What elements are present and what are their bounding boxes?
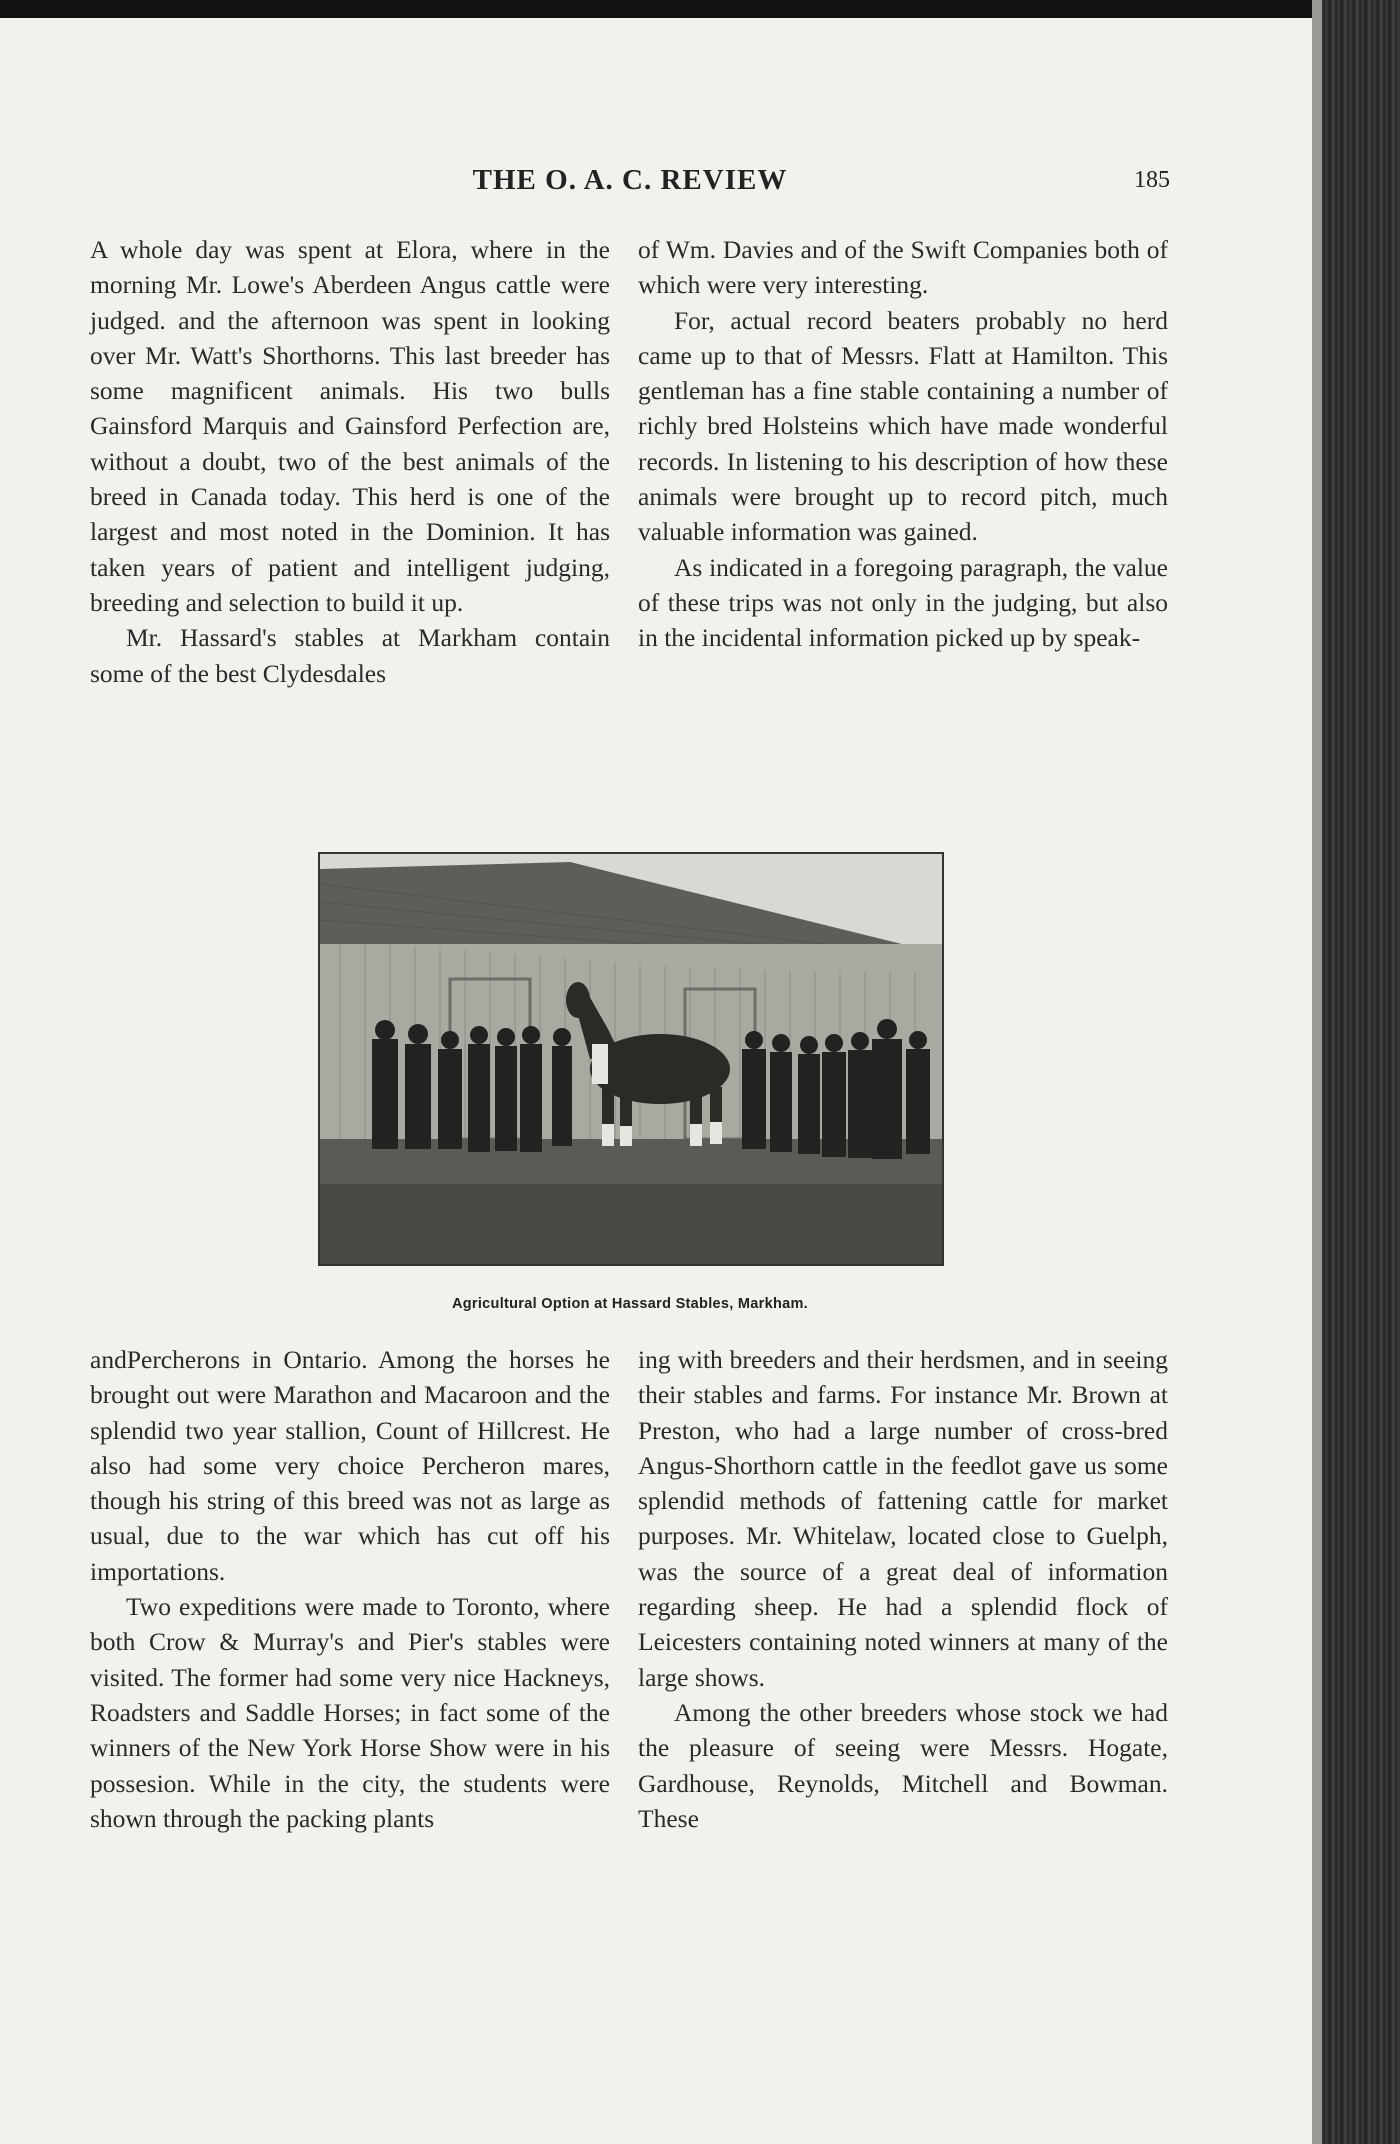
figure-caption: Agricultural Option at Hassard Stables, Markham. xyxy=(451,1296,809,1312)
column-top-right xyxy=(638,232,1168,656)
running-head: THE O. A. C. REVIEW xyxy=(472,164,788,196)
book-binding xyxy=(1312,0,1400,2144)
paragraph: Mr. Hassard's stables at Markham contain some of the best Clydesdales xyxy=(90,623,610,688)
column-top-left xyxy=(90,232,610,691)
photo-illustration xyxy=(320,854,942,1264)
page-edge xyxy=(1312,0,1322,2144)
paragraph: For, actual record beaters probably no herd came up to that of Messrs. Flatt at Hamilton. This gentleman has a fine stable containing a number of richly bred Holsteins which have made wonderful records. In listening to his description of how these animals were brought up to record pitch, much valuable information was gained. xyxy=(638,305,1168,547)
paragraph: Among the other breeders whose stock we had the pleasure of seeing were Messrs. Hogate, Gardhouse, Reynolds, Mitchell and Bowman. These xyxy=(638,1697,1168,1833)
paragraph: As indicated in a foregoing paragraph, the value of these trips was not only in the judging, but also in the incidental information picked up by speak- xyxy=(638,552,1168,653)
page-header xyxy=(90,160,1170,200)
column-bottom-left xyxy=(90,1342,610,1836)
paragraph: of Wm. Davies and of the Swift Companies both of which were very interesting. xyxy=(638,235,1168,300)
scan-border-top xyxy=(0,0,1400,18)
paragraph: A whole day was spent at Elora, where in the morning Mr. Lowe's Aberdeen Angus cattle were judged. and the afternoon was spent in looking over Mr. Watt's Shorthorns. This last breeder has some magnificent animals. His two bulls Gainsford Marquis and Gainsford Perfection are, without a doubt, two of the best animals of the breed in Canada today. This herd is one of the largest and most noted in the Dominion. It has taken years of patient and intelligent judging, breeding and selection to build it up. xyxy=(90,235,610,617)
paragraph: Two expeditions were made to Toronto, where both Crow & Murray's and Pier's stables were visited. The former had some very nice Hackneys, Roadsters and Saddle Horses; in fact some of the winners of the New York Horse Show were in his possesion. While in the city, the students were shown through the packing plants xyxy=(90,1592,610,1833)
page-number: 185 xyxy=(1134,167,1170,193)
paragraph: andPercherons in Ontario. Among the horses he brought out were Marathon and Macaroon and the splendid two year stallion, Count of Hillcrest. He also had some very choice Percheron mares, though his string of this breed was not as large as usual, due to the war which has cut off his importations. xyxy=(90,1345,610,1586)
paragraph: ing with breeders and their herdsmen, and in seeing their stables and farms. For instance Mr. Brown at Preston, who had a large number of cross-bred Angus-Shorthorn cattle in the feedlot gave us some splendid methods of fattening cattle for market purposes. Mr. Whitelaw, located close to Guelph, was the source of a great deal of information regarding sheep. He had a splendid flock of Leicesters containing noted winners at many of the large shows. xyxy=(638,1345,1168,1692)
photo-hassard-stables xyxy=(318,852,944,1266)
column-bottom-right xyxy=(638,1342,1168,1836)
